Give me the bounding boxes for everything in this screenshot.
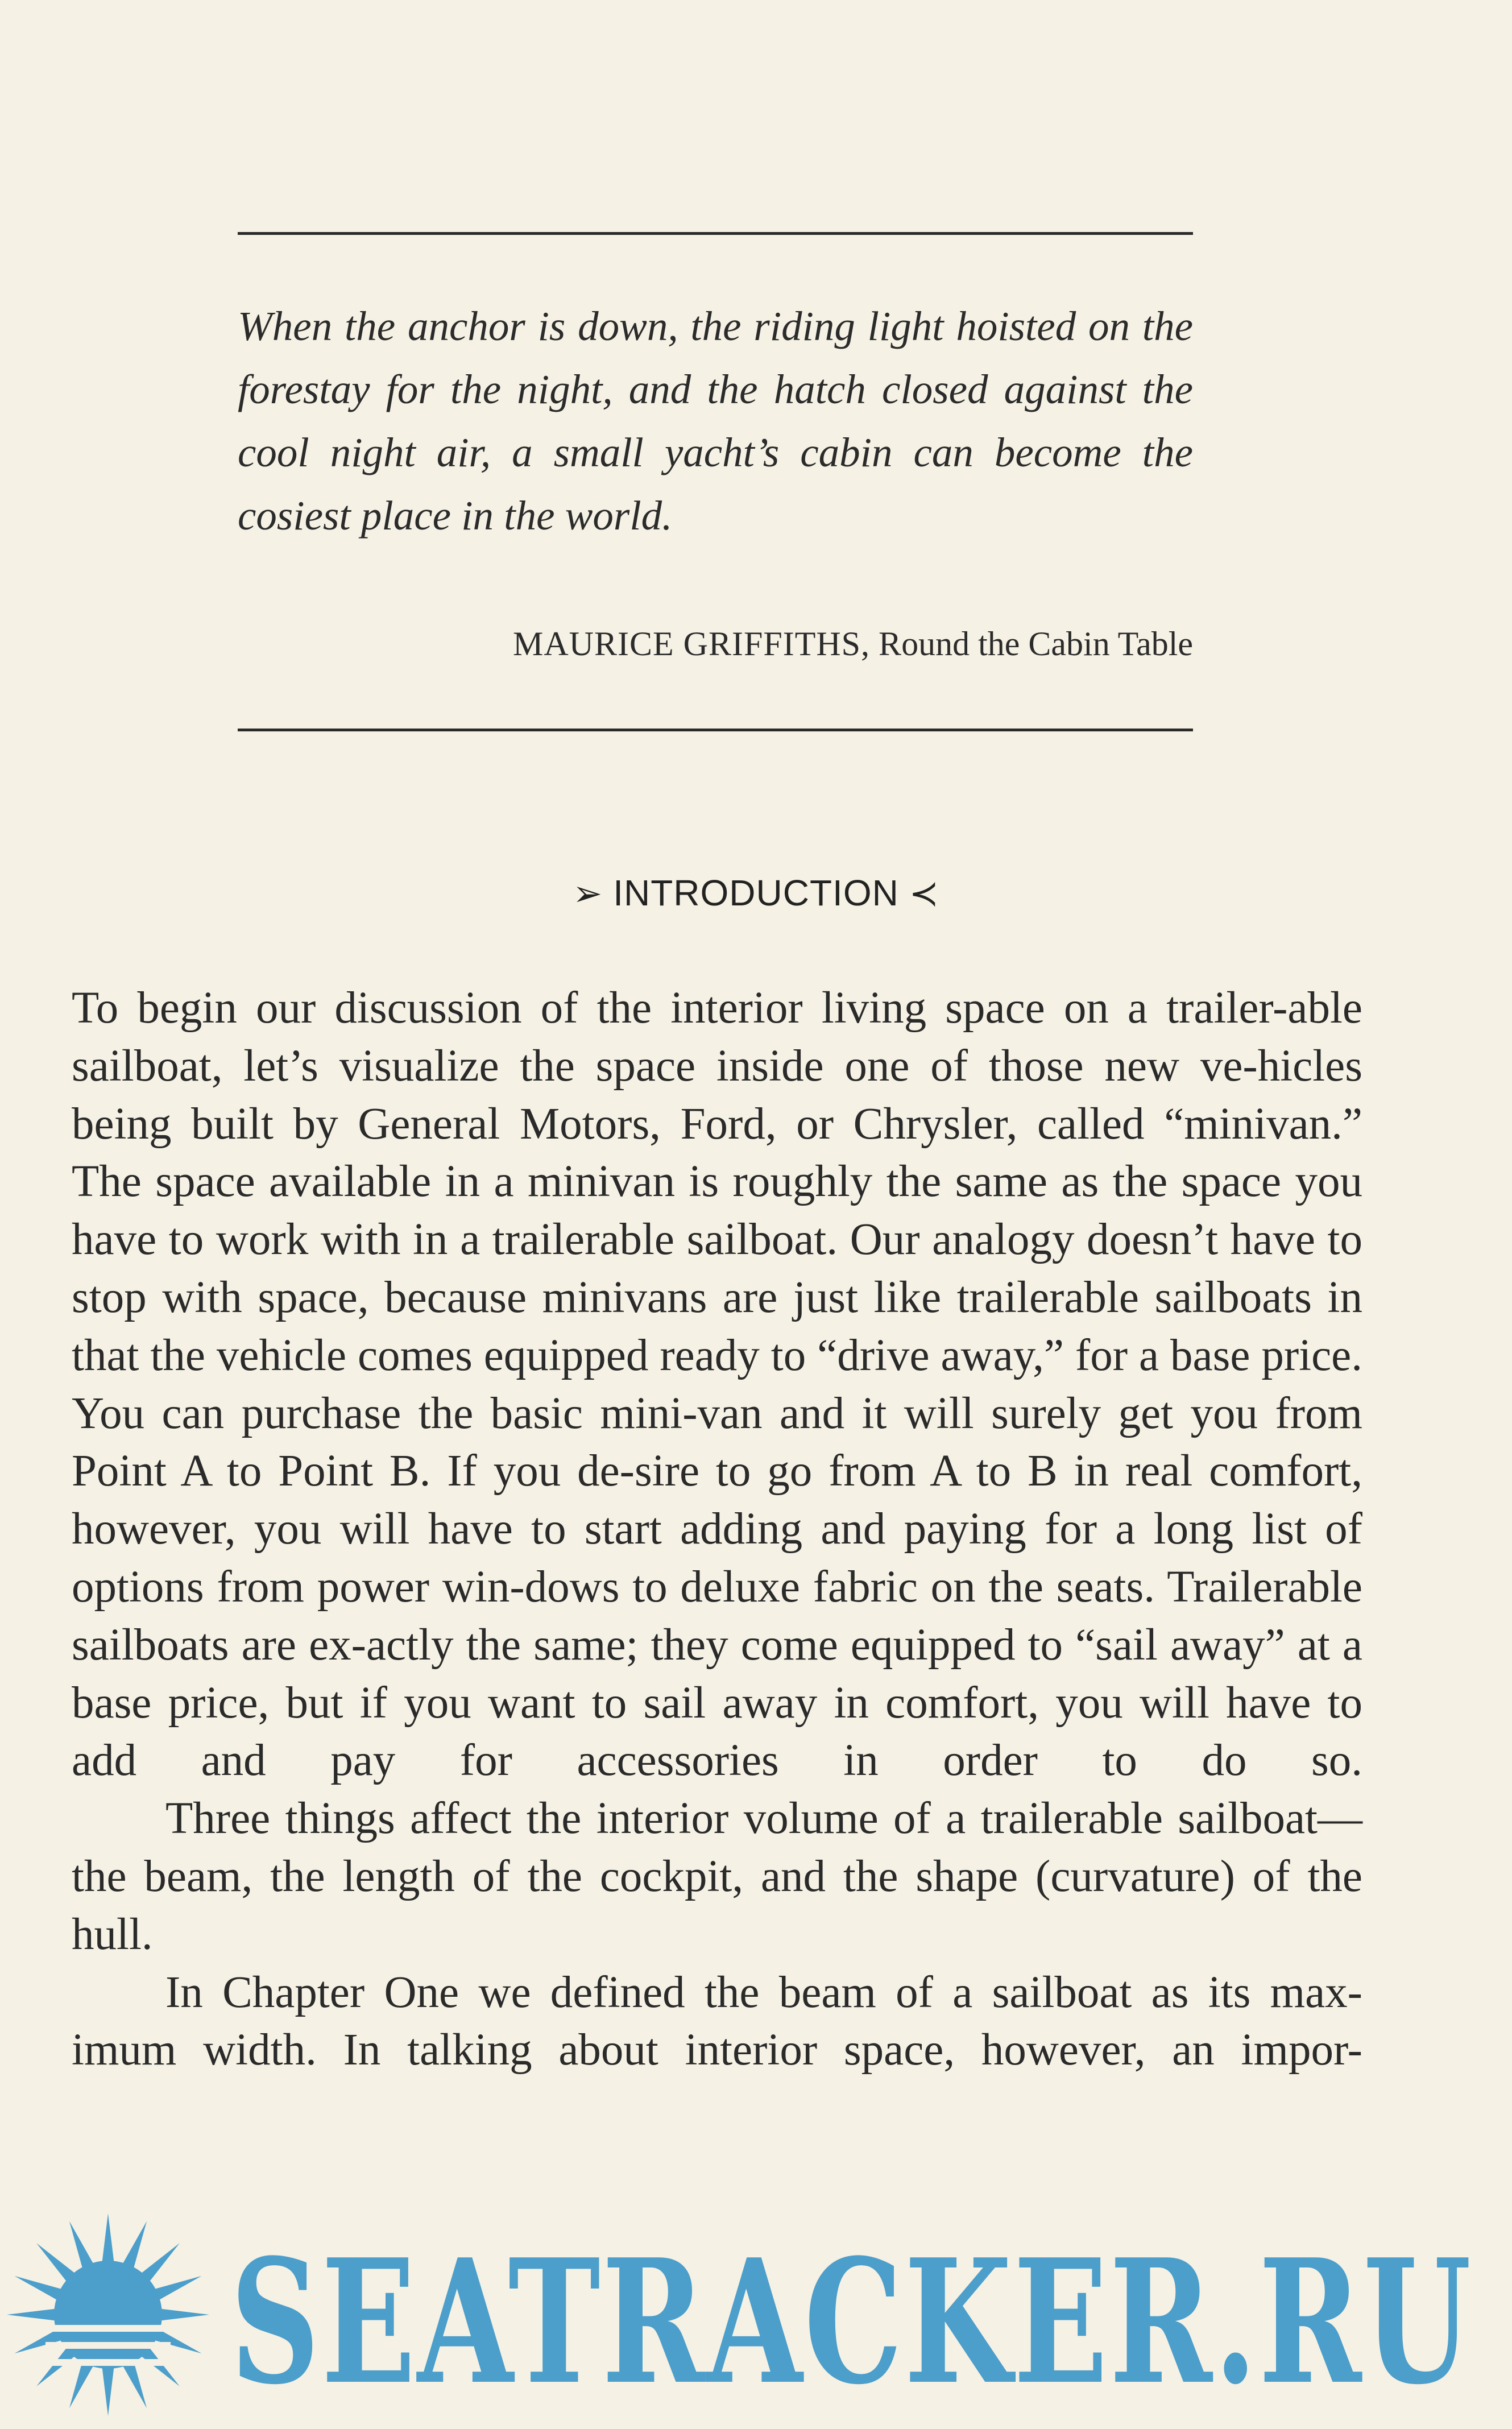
sun-ray — [140, 2243, 180, 2283]
sun-ray — [102, 2213, 114, 2264]
sun-logo-icon — [7, 2213, 209, 2416]
sun-ray — [36, 2347, 76, 2386]
sun-ray — [152, 2328, 201, 2353]
sun-ray — [15, 2328, 64, 2353]
sun-ray — [15, 2276, 64, 2301]
epigraph-quote: When the anchor is down, the riding light hoisted on the forestay for the night, and the hatch closed against the cool night air, a small yacht’s cabin can become the cosiest place in the world. — [238, 303, 1193, 539]
sun-ray — [122, 2359, 147, 2408]
watermark — [0, 2207, 1512, 2423]
bottom-rule — [238, 729, 1193, 731]
watermark-text: SEATRACKER.RU — [230, 2221, 1473, 2422]
paragraph-2: Three things affect the interior volume of a trailerable sailboat—the beam, the length of the cockpit, and the shape (curvature) of the hull. — [72, 1794, 1362, 1959]
sun-ray — [7, 2308, 57, 2321]
section-title: INTRODUCTION — [613, 872, 899, 913]
sun-ray — [140, 2347, 180, 2386]
sun-ray — [159, 2308, 209, 2321]
sun-ray — [102, 2365, 114, 2416]
body-text — [72, 979, 1362, 2079]
epigraph-source: Round the Cabin Table — [879, 625, 1193, 663]
sun-ray — [69, 2221, 94, 2270]
paragraph-3: In Chapter One we defined the beam of a sailboat as its max-imum width. In talking about interior space, however, an impor- — [72, 1967, 1362, 2075]
epigraph-author: MAURICE GRIFFITHS, — [512, 625, 871, 663]
arrow-right-icon: ➢ — [573, 874, 603, 913]
top-rule — [238, 232, 1193, 235]
paragraph-1: To begin our discussion of the interior living space on a trailer-able sailboat, let’s visualize the space inside one of those new ve-hicles being built by General Motors, Ford, or Chrysler, called “minivan.” The space available in a minivan is roughly the same as the space you have to work with in a trailerable sailboat. Our analogy doesn’t have to stop with space, because minivans are just like trailerable sailboats in that the vehicle comes equipped ready to “drive away,” for a base price. You can purchase the basic mini-van and it will surely get you from Point A to Point B. If you de-sire to go from A to B in real comfort, however, you will have to start adding and paying for a long list of options from power win-dows to deluxe fabric on the seats. Trailerable sailboats are ex-actly the same; they come equipped to “sail away” at a base price, but if you want to sail away in comfort, you will have to add and pay for accessories in order to do so. — [72, 983, 1362, 1786]
section-heading — [0, 867, 1512, 920]
arrow-left-icon: ≺ — [909, 874, 939, 913]
watermark-graphic — [0, 2207, 1512, 2423]
sun-ray — [69, 2359, 94, 2408]
sun-ray — [36, 2243, 76, 2283]
sun-ray — [122, 2221, 147, 2270]
sun-ray — [152, 2276, 201, 2301]
epigraph-attribution — [238, 621, 1193, 667]
